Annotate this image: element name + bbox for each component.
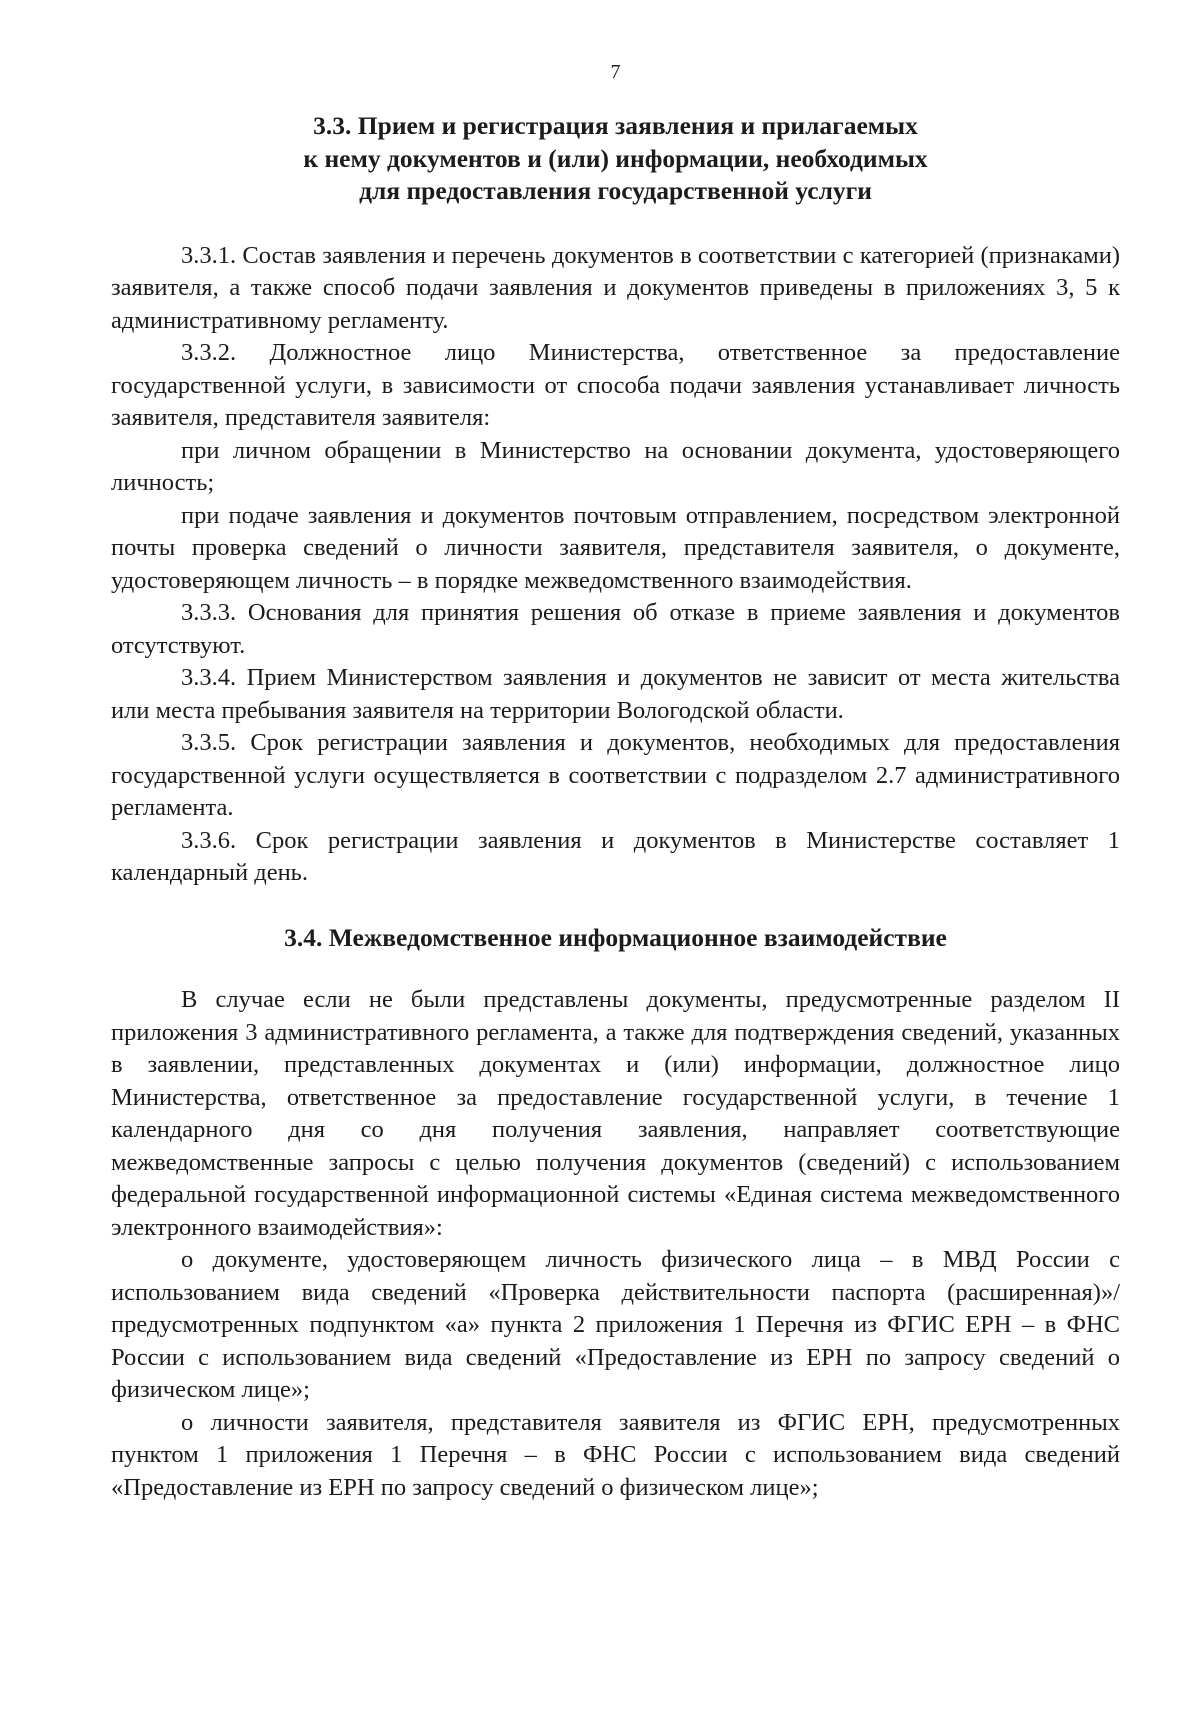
paragraph-postal-submission: при подаче заявления и документов почтовым отправлением, посредством электронной почты проверка сведений о личности заявителя, представителя заявителя, о документе, удостоверяющем личность – в порядке межведомственного взаимодействия.	[111, 501, 1120, 594]
paragraph-3-3-4: 3.3.4. Прием Министерством заявления и документов не зависит от места жительства или места пребывания заявителя на территории Вологодской области.	[111, 664, 1120, 724]
paragraph-3-3-5: 3.3.5. Срок регистрации заявления и документов, необходимых для предоставления государственной услуги осуществляется в соответствии с подразделом 2.7 административного регламента.	[111, 729, 1120, 821]
paragraph-applicant-identity-request: о личности заявителя, представителя заявителя из ФГИС ЕРН, предусмотренных пунктом 1 приложения 1 Перечня – в ФНС России с использованием вида сведений «Предоставление из ЕРН по запросу сведений о физическом лице»;	[111, 1408, 1120, 1501]
section-3-3-title-line: к нему документов и (или) информации, необходимых	[303, 143, 928, 173]
section-3-3-title-line: 3.3. Прием и регистрация заявления и прилагаемых	[313, 111, 918, 140]
paragraph-3-3-1: 3.3.1. Состав заявления и перечень документов в соответствии с категорией (признаками) заявителя, а также способ подачи заявления и документов приведены в приложениях 3, 5 к административному регламенту.	[111, 241, 1120, 334]
page-number: 7	[610, 61, 621, 83]
paragraph-3-3-2: 3.3.2. Должностное лицо Министерства, ответственное за предоставление государственной услуги, в зависимости от способа подачи заявления устанавливает личность заявителя, представителя заявителя:	[111, 339, 1120, 431]
paragraph-3-3-6: 3.3.6. Срок регистрации заявления и документов в Министерстве составляет 1 календарный день.	[111, 826, 1120, 886]
paragraph-identity-document-request: о документе, удостоверяющем личность физического лица – в МВД России с использованием вида сведений «Проверка действительности паспорта (расширенная)»/предусмотренных подпунктом «а» пункта 2 приложения 1 Перечня из ФГИС ЕРН – в ФНС России с использованием вида сведений «Предоставление из ЕРН по запросу сведений о физическом лице»;	[111, 1246, 1120, 1403]
paragraph-personal-visit: при личном обращении в Министерство на основании документа, удостоверяющего личность;	[111, 436, 1120, 496]
section-3-3-title	[111, 110, 1120, 208]
paragraph-3-4-intro: В случае если не были представлены документы, предусмотренные разделом II приложения 3 административного регламента, а также для подтверждения сведений, указанных в заявлении, представленных документах и (или) информации, должностное лицо Министерства, ответственное за предоставление государственной услуги, в течение 1 календарного дня со дня получения заявления, направляет соответствующие межведомственные запросы с целью получения документов (сведений) с использованием федеральной государственной информационной системы «Единая система межведомственного электронного взаимодействия»:	[111, 986, 1120, 1241]
section-3-4-title: 3.4. Межведомственное информационное взаимодействие	[284, 922, 947, 952]
section-3-3-title-line: для предоставления государственной услуги	[359, 176, 872, 205]
paragraph-3-3-3: 3.3.3. Основания для принятия решения об отказе в приеме заявления и документов отсутствуют.	[111, 599, 1120, 659]
